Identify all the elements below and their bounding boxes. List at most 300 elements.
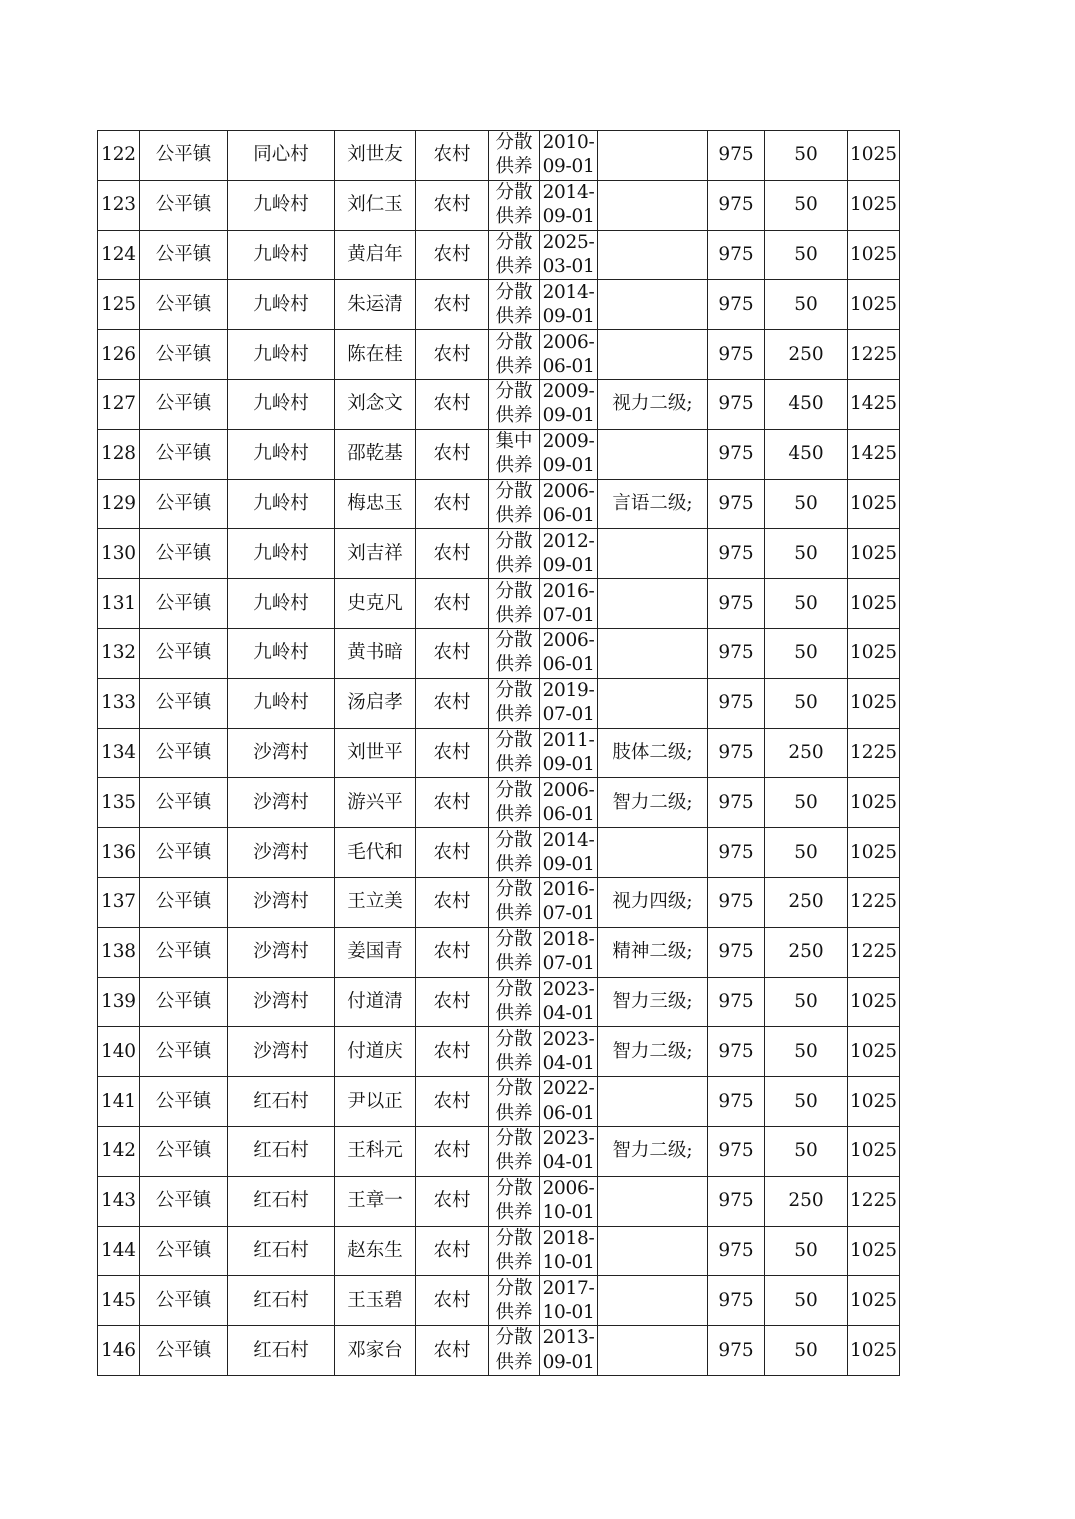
- area-type-cell: 农村: [416, 1176, 489, 1226]
- start-date-cell-line: 06-01: [542, 504, 595, 526]
- support-type-cell-line: 供养: [495, 1102, 533, 1124]
- town-cell: 公平镇: [140, 1126, 228, 1176]
- total-amount-cell: 1025: [848, 180, 900, 230]
- village-cell: 红石村: [228, 1176, 335, 1226]
- base-amount-cell: 975: [708, 579, 765, 629]
- area-type-cell: 农村: [416, 728, 489, 778]
- start-date-cell-line: 2012-: [542, 530, 595, 552]
- base-amount-cell: 975: [708, 1226, 765, 1276]
- base-amount-cell: 975: [708, 429, 765, 479]
- support-type-cell-line: 供养: [495, 1351, 533, 1373]
- start-date-cell-line: 09-01: [542, 455, 595, 477]
- start-date-cell-line: 2009-: [542, 431, 595, 453]
- start-date-cell-line: 2023-: [542, 1128, 595, 1150]
- start-date-cell: [540, 1027, 598, 1077]
- town-cell: 公平镇: [140, 230, 228, 280]
- person-name-cell: 王科元: [335, 1126, 416, 1176]
- row-number-cell: 136: [98, 828, 140, 878]
- start-date-cell: [540, 1077, 598, 1127]
- base-amount-cell: 975: [708, 828, 765, 878]
- person-name-cell: 史克凡: [335, 579, 416, 629]
- row-number-cell: 131: [98, 579, 140, 629]
- row-number-cell: 133: [98, 678, 140, 728]
- row-number-cell: 137: [98, 877, 140, 927]
- start-date-cell-line: 2009-: [542, 381, 595, 403]
- support-type-cell: [489, 1077, 540, 1127]
- table-row: [98, 330, 900, 380]
- start-date-cell-line: 09-01: [542, 554, 595, 576]
- support-type-cell-line: 供养: [495, 903, 533, 925]
- area-type-cell: 农村: [416, 628, 489, 678]
- total-amount-cell: 1225: [848, 728, 900, 778]
- total-amount-cell: 1025: [848, 1027, 900, 1077]
- total-amount-cell: 1025: [848, 131, 900, 181]
- support-type-cell-line: 分散: [495, 182, 533, 204]
- start-date-cell-line: 2014-: [542, 829, 595, 851]
- table-row: [98, 977, 900, 1027]
- support-type-cell-line: 供养: [495, 206, 533, 228]
- support-type-cell-line: 供养: [495, 1251, 533, 1273]
- person-name-cell: 陈在桂: [335, 330, 416, 380]
- disability-cell: [598, 280, 708, 330]
- start-date-cell-line: 09-01: [542, 405, 595, 427]
- table-row: [98, 877, 900, 927]
- extra-amount-cell: 50: [765, 1027, 848, 1077]
- area-type-cell: 农村: [416, 1326, 489, 1376]
- row-number-cell: 132: [98, 628, 140, 678]
- town-cell: 公平镇: [140, 678, 228, 728]
- support-type-cell-line: 分散: [495, 1277, 533, 1299]
- row-number-cell: 144: [98, 1226, 140, 1276]
- total-amount-cell: 1025: [848, 1126, 900, 1176]
- start-date-cell-line: 10-01: [542, 1251, 595, 1273]
- village-cell: 红石村: [228, 1226, 335, 1276]
- row-number-cell: 128: [98, 429, 140, 479]
- disability-cell: 智力二级;: [598, 778, 708, 828]
- village-cell: 九岭村: [228, 628, 335, 678]
- extra-amount-cell: 50: [765, 828, 848, 878]
- start-date-cell-line: 10-01: [542, 1202, 595, 1224]
- town-cell: 公平镇: [140, 180, 228, 230]
- support-type-cell-line: 分散: [495, 1128, 533, 1150]
- support-type-cell: [489, 1126, 540, 1176]
- table-row: [98, 628, 900, 678]
- town-cell: 公平镇: [140, 927, 228, 977]
- start-date-cell: [540, 479, 598, 529]
- support-type-cell: [489, 728, 540, 778]
- start-date-cell-line: 09-01: [542, 753, 595, 775]
- row-number-cell: 138: [98, 927, 140, 977]
- row-number-cell: 129: [98, 479, 140, 529]
- start-date-cell-line: 2006-: [542, 779, 595, 801]
- start-date-cell: [540, 877, 598, 927]
- area-type-cell: 农村: [416, 131, 489, 181]
- support-type-cell-line: 分散: [495, 829, 533, 851]
- total-amount-cell: 1225: [848, 927, 900, 977]
- support-type-cell: [489, 977, 540, 1027]
- row-number-cell: 122: [98, 131, 140, 181]
- start-date-cell-line: 2014-: [542, 182, 595, 204]
- town-cell: 公平镇: [140, 529, 228, 579]
- support-type-cell-line: 供养: [495, 1301, 533, 1323]
- disability-cell: [598, 1226, 708, 1276]
- table-row: [98, 479, 900, 529]
- area-type-cell: 农村: [416, 1077, 489, 1127]
- area-type-cell: 农村: [416, 1126, 489, 1176]
- table-row: [98, 1326, 900, 1376]
- town-cell: 公平镇: [140, 579, 228, 629]
- person-name-cell: 游兴平: [335, 778, 416, 828]
- town-cell: 公平镇: [140, 330, 228, 380]
- support-type-cell: [489, 1027, 540, 1077]
- person-name-cell: 刘仁玉: [335, 180, 416, 230]
- base-amount-cell: 975: [708, 230, 765, 280]
- support-type-cell: [489, 379, 540, 429]
- town-cell: 公平镇: [140, 1027, 228, 1077]
- area-type-cell: 农村: [416, 678, 489, 728]
- village-cell: 沙湾村: [228, 877, 335, 927]
- row-number-cell: 127: [98, 379, 140, 429]
- table-row: [98, 678, 900, 728]
- village-cell: 九岭村: [228, 429, 335, 479]
- extra-amount-cell: 50: [765, 230, 848, 280]
- support-type-cell-line: 供养: [495, 554, 533, 576]
- row-number-cell: 143: [98, 1176, 140, 1226]
- row-number-cell: 142: [98, 1126, 140, 1176]
- row-number-cell: 141: [98, 1077, 140, 1127]
- start-date-cell-line: 07-01: [542, 604, 595, 626]
- support-type-cell-line: 分散: [495, 331, 533, 353]
- support-type-cell-line: 供养: [495, 654, 533, 676]
- table-row: [98, 429, 900, 479]
- village-cell: 沙湾村: [228, 828, 335, 878]
- village-cell: 九岭村: [228, 180, 335, 230]
- person-name-cell: 邵乾基: [335, 429, 416, 479]
- start-date-cell-line: 2017-: [542, 1277, 595, 1299]
- start-date-cell-line: 2019-: [542, 680, 595, 702]
- area-type-cell: 农村: [416, 379, 489, 429]
- support-type-cell-line: 供养: [495, 753, 533, 775]
- extra-amount-cell: 50: [765, 1276, 848, 1326]
- row-number-cell: 130: [98, 529, 140, 579]
- disability-cell: [598, 579, 708, 629]
- person-name-cell: 王玉碧: [335, 1276, 416, 1326]
- extra-amount-cell: 250: [765, 330, 848, 380]
- base-amount-cell: 975: [708, 379, 765, 429]
- table-row: [98, 131, 900, 181]
- support-type-cell-line: 分散: [495, 929, 533, 951]
- town-cell: 公平镇: [140, 877, 228, 927]
- base-amount-cell: 975: [708, 877, 765, 927]
- person-name-cell: 朱运清: [335, 280, 416, 330]
- start-date-cell: [540, 977, 598, 1027]
- total-amount-cell: 1025: [848, 280, 900, 330]
- person-name-cell: 梅忠玉: [335, 479, 416, 529]
- village-cell: 九岭村: [228, 529, 335, 579]
- disability-cell: [598, 1326, 708, 1376]
- area-type-cell: 农村: [416, 1276, 489, 1326]
- town-cell: 公平镇: [140, 429, 228, 479]
- base-amount-cell: 975: [708, 280, 765, 330]
- town-cell: 公平镇: [140, 977, 228, 1027]
- disability-cell: [598, 180, 708, 230]
- start-date-cell-line: 07-01: [542, 903, 595, 925]
- start-date-cell-line: 09-01: [542, 305, 595, 327]
- support-type-cell-line: 分散: [495, 630, 533, 652]
- total-amount-cell: 1025: [848, 230, 900, 280]
- area-type-cell: 农村: [416, 1226, 489, 1276]
- person-name-cell: 付道庆: [335, 1027, 416, 1077]
- extra-amount-cell: 250: [765, 728, 848, 778]
- support-type-cell: [489, 429, 540, 479]
- extra-amount-cell: 50: [765, 1226, 848, 1276]
- support-type-cell-line: 供养: [495, 504, 533, 526]
- support-type-cell: [489, 678, 540, 728]
- total-amount-cell: 1025: [848, 778, 900, 828]
- person-name-cell: 毛代和: [335, 828, 416, 878]
- support-type-cell: [489, 1176, 540, 1226]
- disability-cell: 视力四级;: [598, 877, 708, 927]
- town-cell: 公平镇: [140, 1226, 228, 1276]
- disability-cell: [598, 230, 708, 280]
- disability-cell: [598, 429, 708, 479]
- disability-cell: [598, 1077, 708, 1127]
- person-name-cell: 赵东生: [335, 1226, 416, 1276]
- start-date-cell: [540, 828, 598, 878]
- extra-amount-cell: 450: [765, 429, 848, 479]
- start-date-cell-line: 2006-: [542, 480, 595, 502]
- village-cell: 红石村: [228, 1326, 335, 1376]
- support-type-cell-line: 供养: [495, 604, 533, 626]
- table-row: [98, 927, 900, 977]
- start-date-cell-line: 06-01: [542, 803, 595, 825]
- extra-amount-cell: 50: [765, 628, 848, 678]
- support-type-cell-line: 分散: [495, 680, 533, 702]
- start-date-cell-line: 2018-: [542, 1227, 595, 1249]
- base-amount-cell: 975: [708, 1077, 765, 1127]
- village-cell: 沙湾村: [228, 927, 335, 977]
- total-amount-cell: 1025: [848, 479, 900, 529]
- base-amount-cell: 975: [708, 728, 765, 778]
- village-cell: 九岭村: [228, 280, 335, 330]
- start-date-cell: [540, 1176, 598, 1226]
- support-type-cell-line: 供养: [495, 405, 533, 427]
- row-number-cell: 139: [98, 977, 140, 1027]
- total-amount-cell: 1225: [848, 1176, 900, 1226]
- area-type-cell: 农村: [416, 429, 489, 479]
- total-amount-cell: 1225: [848, 330, 900, 380]
- start-date-cell-line: 06-01: [542, 654, 595, 676]
- support-type-cell-line: 分散: [495, 1028, 533, 1050]
- area-type-cell: 农村: [416, 230, 489, 280]
- start-date-cell-line: 2025-: [542, 231, 595, 253]
- support-type-cell: [489, 778, 540, 828]
- table-row: [98, 280, 900, 330]
- start-date-cell-line: 2014-: [542, 281, 595, 303]
- table-row: [98, 1176, 900, 1226]
- area-type-cell: 农村: [416, 330, 489, 380]
- disability-cell: [598, 1276, 708, 1326]
- row-number-cell: 126: [98, 330, 140, 380]
- person-name-cell: 付道清: [335, 977, 416, 1027]
- support-type-cell: [489, 1276, 540, 1326]
- support-type-cell: [489, 628, 540, 678]
- support-type-cell: [489, 877, 540, 927]
- area-type-cell: 农村: [416, 280, 489, 330]
- start-date-cell: [540, 131, 598, 181]
- base-amount-cell: 975: [708, 1326, 765, 1376]
- start-date-cell: [540, 778, 598, 828]
- base-amount-cell: 975: [708, 1276, 765, 1326]
- row-number-cell: 135: [98, 778, 140, 828]
- start-date-cell-line: 06-01: [542, 355, 595, 377]
- support-type-cell-line: 供养: [495, 853, 533, 875]
- support-type-cell-line: 分散: [495, 879, 533, 901]
- start-date-cell-line: 06-01: [542, 1102, 595, 1124]
- support-type-cell-line: 分散: [495, 978, 533, 1000]
- town-cell: 公平镇: [140, 1276, 228, 1326]
- disability-cell: 言语二级;: [598, 479, 708, 529]
- extra-amount-cell: 450: [765, 379, 848, 429]
- support-type-cell-line: 分散: [495, 580, 533, 602]
- base-amount-cell: 975: [708, 977, 765, 1027]
- support-type-cell-line: 供养: [495, 305, 533, 327]
- table-row: [98, 579, 900, 629]
- person-name-cell: 邓家台: [335, 1326, 416, 1376]
- start-date-cell-line: 09-01: [542, 206, 595, 228]
- disability-cell: [598, 628, 708, 678]
- start-date-cell-line: 2018-: [542, 929, 595, 951]
- town-cell: 公平镇: [140, 479, 228, 529]
- support-type-cell: [489, 230, 540, 280]
- person-name-cell: 汤启孝: [335, 678, 416, 728]
- table-row: [98, 529, 900, 579]
- table-row: [98, 180, 900, 230]
- support-type-cell-line: 供养: [495, 1002, 533, 1024]
- start-date-cell-line: 10-01: [542, 1301, 595, 1323]
- disability-cell: 智力三级;: [598, 977, 708, 1027]
- start-date-cell: [540, 1226, 598, 1276]
- table-row: [98, 1126, 900, 1176]
- support-roster-table: [97, 130, 900, 1376]
- total-amount-cell: 1025: [848, 1226, 900, 1276]
- disability-cell: 精神二级;: [598, 927, 708, 977]
- area-type-cell: 农村: [416, 927, 489, 977]
- disability-cell: [598, 828, 708, 878]
- start-date-cell: [540, 379, 598, 429]
- start-date-cell: [540, 628, 598, 678]
- total-amount-cell: 1025: [848, 678, 900, 728]
- row-number-cell: 124: [98, 230, 140, 280]
- person-name-cell: 黄书暗: [335, 628, 416, 678]
- table-row: [98, 728, 900, 778]
- extra-amount-cell: 50: [765, 180, 848, 230]
- town-cell: 公平镇: [140, 778, 228, 828]
- table-row: [98, 1077, 900, 1127]
- support-type-cell-line: 分散: [495, 231, 533, 253]
- support-type-cell-line: 分散: [495, 1227, 533, 1249]
- person-name-cell: 刘吉祥: [335, 529, 416, 579]
- base-amount-cell: 975: [708, 131, 765, 181]
- start-date-cell-line: 07-01: [542, 704, 595, 726]
- town-cell: 公平镇: [140, 1326, 228, 1376]
- support-type-cell-line: 分散: [495, 132, 533, 154]
- start-date-cell-line: 04-01: [542, 1052, 595, 1074]
- support-type-cell-line: 分散: [495, 1178, 533, 1200]
- support-type-cell: [489, 479, 540, 529]
- person-name-cell: 尹以正: [335, 1077, 416, 1127]
- total-amount-cell: 1025: [848, 1077, 900, 1127]
- village-cell: 沙湾村: [228, 1027, 335, 1077]
- start-date-cell-line: 2006-: [542, 1178, 595, 1200]
- total-amount-cell: 1025: [848, 529, 900, 579]
- base-amount-cell: 975: [708, 1176, 765, 1226]
- base-amount-cell: 975: [708, 1027, 765, 1077]
- extra-amount-cell: 50: [765, 579, 848, 629]
- total-amount-cell: 1425: [848, 379, 900, 429]
- disability-cell: 智力二级;: [598, 1027, 708, 1077]
- total-amount-cell: 1025: [848, 1326, 900, 1376]
- support-type-cell-line: 分散: [495, 729, 533, 751]
- table-row: [98, 379, 900, 429]
- support-type-cell: [489, 927, 540, 977]
- start-date-cell-line: 04-01: [542, 1152, 595, 1174]
- extra-amount-cell: 50: [765, 131, 848, 181]
- extra-amount-cell: 50: [765, 977, 848, 1027]
- person-name-cell: 刘世平: [335, 728, 416, 778]
- row-number-cell: 145: [98, 1276, 140, 1326]
- support-type-cell-line: 供养: [495, 1202, 533, 1224]
- start-date-cell: [540, 1326, 598, 1376]
- row-number-cell: 125: [98, 280, 140, 330]
- support-type-cell-line: 供养: [495, 953, 533, 975]
- base-amount-cell: 975: [708, 529, 765, 579]
- support-type-cell: [489, 1226, 540, 1276]
- base-amount-cell: 975: [708, 1126, 765, 1176]
- person-name-cell: 王立美: [335, 877, 416, 927]
- support-type-cell-line: 分散: [495, 779, 533, 801]
- extra-amount-cell: 50: [765, 678, 848, 728]
- start-date-cell: [540, 1276, 598, 1326]
- start-date-cell: [540, 529, 598, 579]
- area-type-cell: 农村: [416, 877, 489, 927]
- start-date-cell-line: 2023-: [542, 1028, 595, 1050]
- area-type-cell: 农村: [416, 977, 489, 1027]
- village-cell: 九岭村: [228, 479, 335, 529]
- row-number-cell: 134: [98, 728, 140, 778]
- support-type-cell: [489, 180, 540, 230]
- support-type-cell-line: 供养: [495, 355, 533, 377]
- start-date-cell: [540, 579, 598, 629]
- support-type-cell-line: 供养: [495, 803, 533, 825]
- support-type-cell-line: 供养: [495, 455, 533, 477]
- extra-amount-cell: 250: [765, 1176, 848, 1226]
- start-date-cell: [540, 1126, 598, 1176]
- town-cell: 公平镇: [140, 1077, 228, 1127]
- support-type-cell-line: 分散: [495, 381, 533, 403]
- table-row: [98, 1226, 900, 1276]
- extra-amount-cell: 50: [765, 1077, 848, 1127]
- start-date-cell-line: 2023-: [542, 978, 595, 1000]
- extra-amount-cell: 50: [765, 778, 848, 828]
- disability-cell: 肢体二级;: [598, 728, 708, 778]
- support-type-cell-line: 分散: [495, 1327, 533, 1349]
- extra-amount-cell: 50: [765, 529, 848, 579]
- support-type-cell-line: 集中: [495, 431, 533, 453]
- start-date-cell-line: 2016-: [542, 580, 595, 602]
- disability-cell: [598, 131, 708, 181]
- start-date-cell: [540, 927, 598, 977]
